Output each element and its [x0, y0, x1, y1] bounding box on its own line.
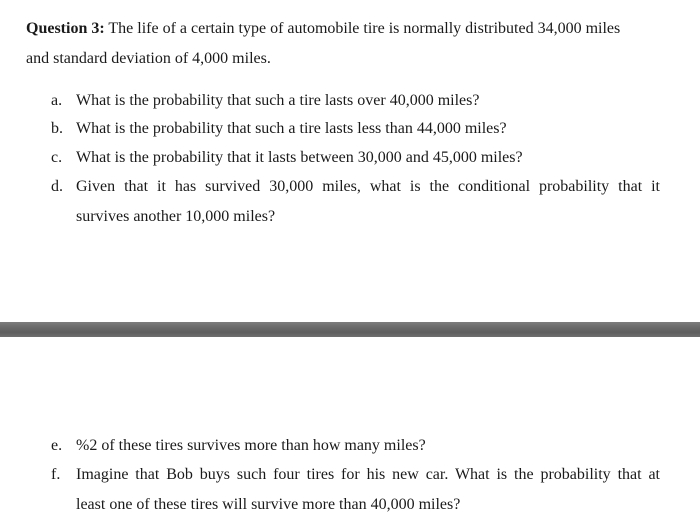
item-line: %2 of these tires survives more than how many miles? — [76, 437, 426, 454]
item-line: Imagine that Bob buys such four tires for his new car. What is the probability that at — [76, 466, 660, 483]
list-item-text — [76, 465, 660, 525]
item-line: What is the probability that such a tire lasts over 40,000 miles? — [76, 92, 480, 109]
list-marker: c. — [51, 149, 63, 166]
question-heading — [26, 19, 620, 39]
list-marker: d. — [51, 178, 63, 195]
list-item-text — [76, 91, 660, 121]
item-line: Given that it has survived 30,000 miles, what is the conditional probability that it — [76, 178, 660, 195]
item-line: What is the probability that such a tire lasts less than 44,000 miles? — [76, 120, 507, 137]
list-marker: f. — [51, 466, 61, 483]
list-marker: a. — [51, 92, 63, 109]
question-label: Question 3: — [26, 20, 105, 37]
item-line: survives another 10,000 miles? — [76, 208, 276, 225]
list-item-text — [76, 436, 660, 466]
page-divider-bar — [0, 322, 700, 337]
list-item-text — [76, 177, 660, 237]
list-item-text — [76, 119, 660, 149]
item-line: What is the probability that it lasts between 30,000 and 45,000 miles? — [76, 149, 523, 166]
list-marker: e. — [51, 437, 63, 454]
list-marker: b. — [51, 120, 63, 137]
item-line: least one of these tires will survive more than 40,000 miles? — [76, 496, 461, 513]
list-item-text — [76, 148, 660, 178]
question-text-line-2: and standard deviation of 4,000 miles. — [26, 50, 271, 67]
question-text-line-1: The life of a certain type of automobile tire is normally distributed 34,000 miles — [104, 20, 621, 37]
